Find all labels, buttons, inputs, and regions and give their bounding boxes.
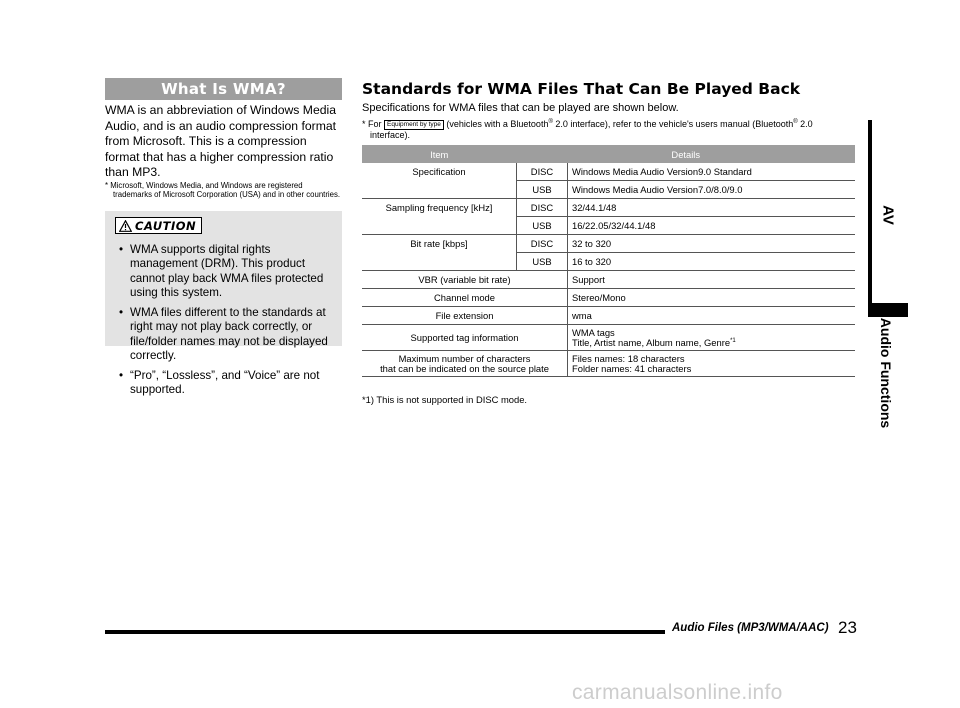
table-row [362, 181, 855, 199]
cell-value [568, 351, 856, 377]
cell-item-continued [362, 253, 517, 271]
caution-label: CAUTION [135, 218, 197, 233]
caution-box [105, 211, 342, 397]
caution-badge [115, 217, 202, 234]
right-column [362, 80, 855, 405]
cell-media: DISC [517, 163, 568, 181]
registered-mark: ® [793, 119, 798, 125]
cell-item-continued [362, 217, 517, 235]
left-column [105, 78, 342, 397]
standards-title: Standards for WMA Files That Can Be Played Back [362, 80, 801, 98]
footer-title: Audio Files (MP3/WMA/AAC) [672, 622, 829, 634]
cell-value: 16 to 320 [568, 253, 856, 271]
table-row [362, 271, 855, 289]
cell-value [568, 325, 856, 351]
trademark-footnote: * Microsoft, Windows Media, and Windows are registered trademarks of Microsoft Corporation (USA) and in other countries. [105, 180, 341, 199]
maxchars-line-1: Maximum number of characters [398, 352, 531, 364]
files-names-line: Files names: 18 characters [572, 352, 685, 364]
wma-heading: What Is WMA? [105, 78, 342, 100]
table-row [362, 351, 855, 377]
header-item: Item [362, 145, 517, 163]
cell-value: Windows Media Audio Version9.0 Standard [568, 163, 856, 181]
bluetooth-note [362, 119, 855, 141]
caution-item: • WMA supports digital rights management (DRM). This product cannot play back WMA files protected using this system. [115, 243, 332, 301]
table-row [362, 235, 855, 253]
table-row [362, 163, 855, 181]
caution-list [115, 243, 332, 398]
cell-media: USB [517, 181, 568, 199]
maxchars-line-2: that can be indicated on the source plate [380, 362, 549, 374]
page-number: 23 [838, 618, 857, 637]
cell-value: 32 to 320 [568, 235, 856, 253]
standards-subtitle: Specifications for WMA files that can be played are shown below. [362, 102, 679, 114]
tag-line-2: Title, Artist name, Album name, Genre [572, 336, 731, 348]
note-end: 2.0 interface). [370, 119, 813, 140]
watermark: carmanualsonline.info [572, 681, 783, 704]
note-prefix: * For [362, 119, 382, 129]
note-middle: (vehicles with a Bluetooth [446, 119, 549, 129]
table-footnote: *1) This is not supported in DISC mode. [362, 394, 528, 405]
cell-value: Windows Media Audio Version7.0/8.0/9.0 [568, 181, 856, 199]
cell-item: File extension [362, 307, 568, 325]
tag-line-1: WMA tags [572, 326, 615, 338]
table-row [362, 289, 855, 307]
cell-item: Channel mode [362, 289, 568, 307]
cell-item-continued [362, 181, 517, 199]
equipment-by-type-tag: Equipment by type [384, 120, 444, 130]
cell-item: Supported tag information [362, 325, 568, 351]
table-header-row [362, 145, 855, 163]
cell-value: Support [568, 271, 856, 289]
wma-spec-table [362, 145, 855, 377]
table-row [362, 325, 855, 351]
section-label-av: AV [879, 205, 897, 225]
cell-media: USB [517, 217, 568, 235]
table-row [362, 217, 855, 235]
folder-names-line: Folder names: 41 characters [572, 362, 692, 374]
warning-triangle-icon [119, 220, 132, 232]
cell-value: 16/22.05/32/44.1/48 [568, 217, 856, 235]
cell-item: Sampling frequency [kHz] [385, 202, 493, 214]
cell-item [362, 351, 568, 377]
cell-item: VBR (variable bit rate) [362, 271, 568, 289]
cell-item: Specification [412, 166, 466, 178]
caution-item: • WMA files different to the standards at right may not play back correctly, or file/folder names may not be displayed correctly. [115, 306, 332, 364]
side-tab-bar [868, 120, 872, 310]
note-after: 2.0 interface), refer to the vehicle's users manual (Bluetooth [555, 119, 794, 129]
side-tab-block [868, 303, 908, 317]
footer-rule [105, 630, 665, 634]
wma-intro-text: WMA is an abbreviation of Windows Media Audio, and is an audio compression format from Microsoft. This is a compression format that has a higher compression ratio than MP3. [105, 103, 337, 179]
footnote-ref: *1 [730, 337, 736, 344]
table-row [362, 253, 855, 271]
cell-value: 32/44.1/48 [568, 199, 856, 217]
chapter-label-audio-functions: Audio Functions [878, 317, 894, 429]
header-details: Details [517, 145, 856, 163]
cell-media: DISC [517, 199, 568, 217]
table-row [362, 199, 855, 217]
cell-value: Stereo/Mono [568, 289, 856, 307]
registered-mark: ® [548, 119, 553, 125]
table-row [362, 307, 855, 325]
cell-item: Bit rate [kbps] [410, 238, 468, 250]
cell-media: USB [517, 253, 568, 271]
caution-item: • “Pro”, “Lossless”, and “Voice” are not supported. [115, 369, 332, 398]
cell-media: DISC [517, 235, 568, 253]
cell-value: wma [568, 307, 856, 325]
